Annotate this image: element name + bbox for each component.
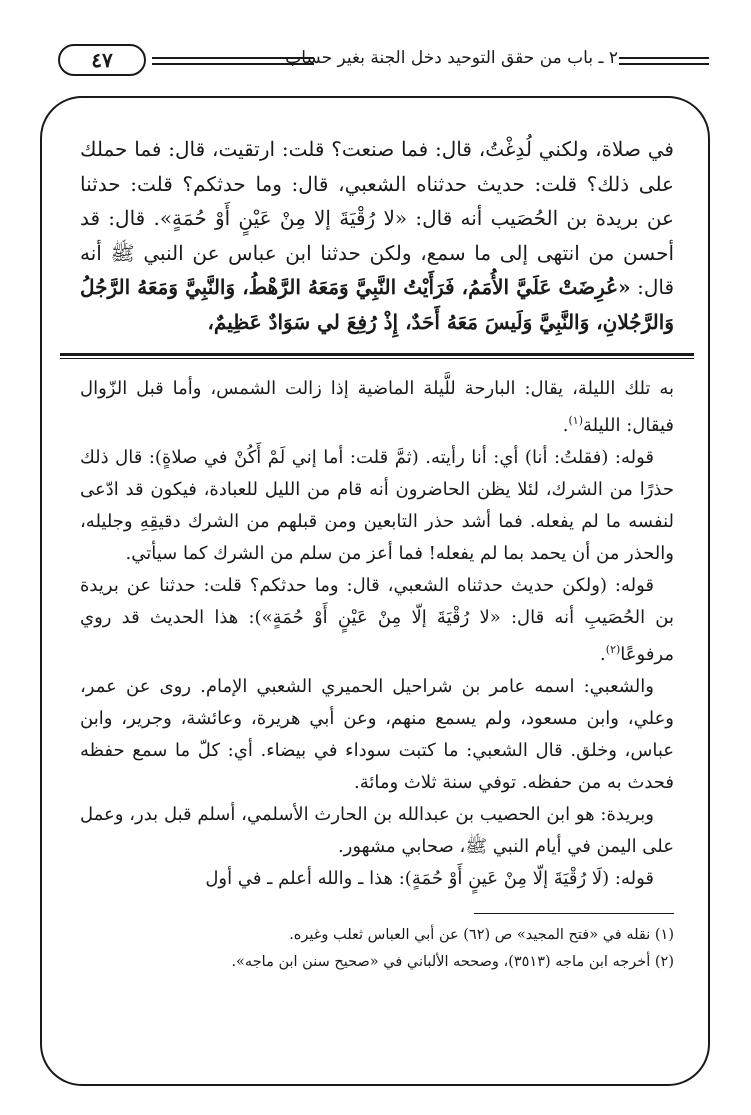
footnote-1: (١) نقله في «فتح المجيد» ص (٦٢) عن أبي العباس ثعلب وغيره.	[289, 927, 674, 943]
footnote-ref-1[interactable]: (١)	[568, 414, 584, 427]
commentary-paragraph-5: وبريدة: هو ابن الحصيب بن عبدالله بن الحارث الأسلمي، أسلم قبل بدر، وعمل على اليمن في أيام النبي ﷺ، صحابي مشهور.	[80, 804, 674, 857]
page-number: ٤٧	[58, 44, 146, 76]
footnote-rule	[474, 913, 674, 914]
running-head: ٢ ـ باب من حقق التوحيد دخل الجنة بغير حساب	[285, 48, 618, 68]
divider-thin	[60, 358, 694, 359]
commentary-paragraph-3: قوله: (ولكن حديث حدثناه الشعبي، قال: وما حدثكم؟ قلت: حدثنا عن بريدة بن الحُصَيبِ أنه قال: «لا رُقْيَةَ إلّا مِنْ عَيْنٍ أَوْ حُمَةٍ»): هذا الحديث قد روي مرفوعًا$^{(٢)}$.	[80, 575, 674, 665]
matn-paragraph	[80, 132, 674, 339]
footnotes	[80, 922, 674, 976]
footnote-ref-2[interactable]: (٢)	[605, 643, 621, 656]
commentary-paragraph-6: قوله: (لَا رُقْيَةَ إلّا مِنْ عَينٍ أَوْ حُمَةٍ): هذا ـ والله أعلم ـ في أول	[205, 868, 654, 889]
commentary-paragraph-2: قوله: (فقلتُ: أنا) أي: أنا رأيته. (ثمَّ قلت: أما إني لَمْ أَكُنْ في صلاةٍ): قال ذلك حذرًا من الشرك، لئلا يظن الحاضرون أنه قام من الليل للعبادة، فيكون قد ادّعى لنفسه ما لم يفعله. فما أشد حذر التابعين ومن قبلهم من الشرك دقيقِهِ وجليله، والحذر من أن يحمد بما لم يفعله! فما أعز من سلم من الشرك كما سيأتي.	[80, 447, 674, 564]
commentary-text-1: به تلك الليلة، يقال: البارحة للَّيلة الماضية إذا زالت الشمس، وأما قبل الزّوال فيقال: الليلة	[80, 378, 674, 436]
commentary-text-3: قوله: (ولكن حديث حدثناه الشعبي، قال: وما حدثكم؟ قلت: حدثنا عن بريدة بن الحُصَيبِ أنه قال: «لا رُقْيَةَ إلّا مِنْ عَيْنٍ أَوْ حُمَةٍ»): هذا الحديث قد روي مرفوعًا	[80, 575, 674, 665]
hadith-text-bold: «عُرِضَتْ عَلَيَّ الأُمَمُ، فَرَأَيْتُ النَّبِيَّ وَمَعَهُ الرَّهْطُ، وَالنَّبِيَّ وَمَعَهُ الرَّجُلُ وَالرَّجُلانِ، وَالنَّبِيَّ وَلَيسَ مَعَهُ أَحَدٌ، إِذْ رُفِعَ لي سَوَادٌ عَظِيمٌ،	[80, 275, 674, 334]
divider-thick	[60, 353, 694, 356]
commentary-paragraph-4: والشعبي: اسمه عامر بن شراحيل الحميري الشعبي الإمام. روى عن عمر، وعلي، وابن مسعود، ولم يسمع منهم، وعن أبي هريرة، وعائشة، وجرير، وابن عباس، وخلق. قال الشعبي: ما كتبت سوداء في بيضاء. أي: كلّ ما سمع حفظه فحدث به من حفظه. توفي سنة ثلاث ومائة.	[80, 676, 674, 793]
matn-text	[80, 132, 674, 339]
matn-text-regular: في صلاة، ولكني لُدِغْتُ، قال: فما صنعت؟ قلت: ارتقيت، قال: فما حملك على ذلك؟ قلت: حديث حدثناه الشعبي، قال: وما حدثكم؟ قلت: حدثنا عن بريدة بن الحُصَيب أنه قال: «لا رُقْيَةَ إلا مِنْ عَيْنٍ أَوْ حُمَةٍ». قال: قد أحسن من انتهى إلى ما سمع، ولكن حدثنا ابن عباس عن النبي ﷺ أنه قال:	[80, 137, 675, 299]
page-content	[80, 132, 674, 976]
header-rule-right-top	[619, 57, 709, 59]
header-rule-right-bottom	[619, 63, 709, 65]
commentary-text	[80, 373, 674, 895]
footnote-2: (٢) أخرجه ابن ماجه (٣٥١٣)، وصححه الألباني في «صحيح سنن ابن ماجه».	[231, 954, 674, 970]
commentary-paragraph-1: به تلك الليلة، يقال: البارحة للَّيلة الماضية إذا زالت الشمس، وأما قبل الزّوال فيقال: الليلة$^{(١)}$.	[80, 378, 674, 436]
